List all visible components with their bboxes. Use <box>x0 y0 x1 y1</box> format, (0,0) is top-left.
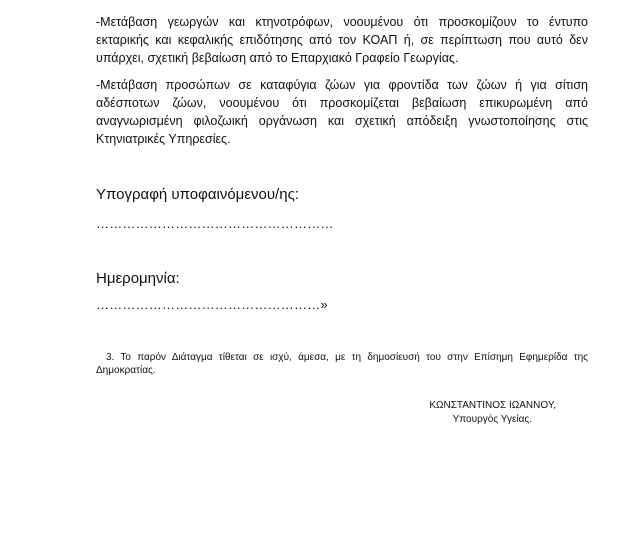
clause-3: 3. Το παρόν Διάταγμα τίθεται σε ισχύ, άμεσα, με τη δημοσίευσή του στην Επίσημη Εφημερίδα της Δημοκρατίας. <box>96 352 588 376</box>
date-label: Ημερομηνία: <box>96 270 180 287</box>
signatory-role: Υπουργός Υγείας. <box>452 414 532 425</box>
signatory-block <box>356 399 556 427</box>
signature-line: ……………………………………………… <box>96 216 334 231</box>
paragraph-farmers: -Μετάβαση γεωργών και κτηνοτρόφων, νοουμένου ότι προσκομίζουν το έντυπο εκταρικής και κεφαλικής επιδότησης από τον ΚΟΑΠ ή, σε περίπτωση που αυτό δεν υπάρχει, σχετική βεβαίωση από το Επαρχιακό Γραφείο Γεωργίας. <box>96 15 588 65</box>
signature-label: Υπογραφή υποφαινόμενου/ης: <box>96 186 299 203</box>
date-line: ……………………………………………» <box>96 297 328 312</box>
signatory-name: ΚΩΝΣΤΑΝΤΙΝΟΣ ΙΩΑΝΝΟΥ, <box>429 400 556 411</box>
paragraph-animal-shelters: -Μετάβαση προσώπων σε καταφύγια ζώων για φροντίδα των ζώων ή για σίτιση αδέσποτων ζώων, νοουμένου ότι προσκομίζεται βεβαίωση επικυρωμένη από αναγνωρισμένη φιλοζωική οργάνωση και σχετική απόδειξη γνωστοποίησης στις Κτηνιατρικές Υπηρεσίες. <box>96 78 588 146</box>
